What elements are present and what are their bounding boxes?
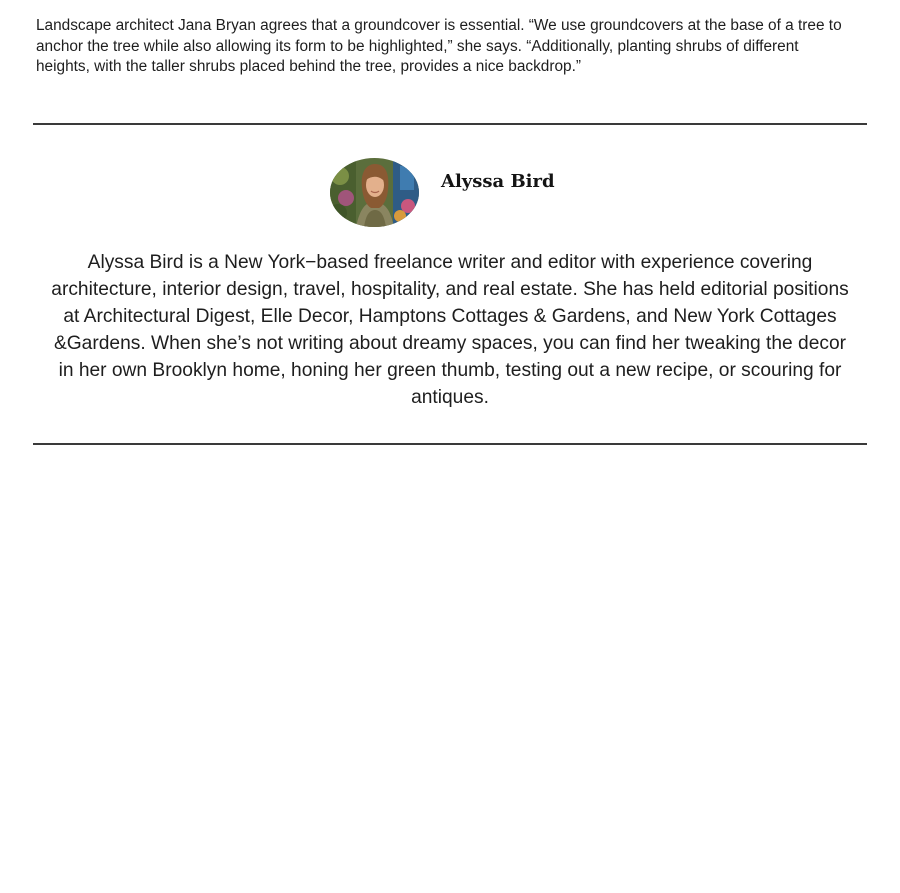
author-photo-icon: [330, 158, 419, 227]
author-name: Alyssa Bird: [441, 171, 555, 192]
article-paragraph: Landscape architect Jana Bryan agrees that a groundcover is essential. “We use groundcovers at the base of a tree to anchor the tree while also allowing its form to be highlighted,” she says. “Additionally, planting shrubs of different heights, with the taller shrubs placed behind the tree, provides a nice backdrop.”: [36, 17, 842, 75]
author-bio: Alyssa Bird is a New York−based freelance writer and editor with experience covering architecture, interior design, travel, hospitality, and real estate. She has held editorial positions at Architectural Digest, Elle Decor, Hamptons Cottages & Gardens, and New York Cottages &Gardens. When she’s not writing about dreamy spaces, you can find her tweaking the decor in her own Brooklyn home, honing her green thumb, testing out a new recipe, or scouring for antiques.: [51, 252, 849, 408]
author-header: [330, 157, 555, 227]
divider-bottom: [33, 443, 867, 445]
divider-top: [33, 123, 867, 125]
author-avatar: [330, 158, 419, 227]
